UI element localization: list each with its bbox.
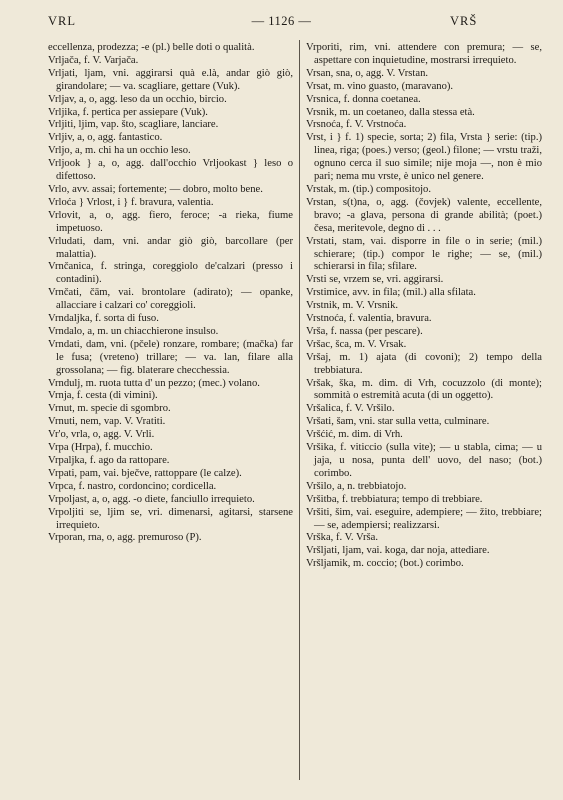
running-head-left: VRL <box>48 14 76 28</box>
dictionary-entry: Vrljača, f. V. Varjača. <box>48 54 139 66</box>
left-column <box>48 42 293 545</box>
dictionary-entry: Vrljiti, ljim, vap. što, scagliare, lanciare. <box>48 119 219 131</box>
running-head-right: VRŠ <box>450 14 478 28</box>
dictionary-entry: Vrstnik, m. V. Vrsnik. <box>306 300 399 312</box>
dictionary-entry: Vr'o, vrla, o, agg. V. Vrli. <box>48 429 155 441</box>
dictionary-entry: Vrsnoća, f. V. Vrstnoća. <box>306 119 407 131</box>
dictionary-entry: Vrnčanica, f. stringa, coreggiolo de'calzari (presso i contadini). <box>48 261 293 286</box>
dictionary-entry: eccellenza, prodezza; -e (pl.) belle doti o qualità. <box>48 42 255 53</box>
dictionary-entry: Vrlovit, a, o, agg. fiero, feroce; -a rieka, fiume impetuoso. <box>48 209 293 234</box>
dictionary-entry: Vrnja, f. cesta (di vimini). <box>48 390 158 402</box>
column-divider <box>299 40 300 780</box>
dictionary-entry: Vrludati, dam, vni. andar giò giò, barcollare (per malattia). <box>48 235 293 260</box>
dictionary-entry: Vrndati, dam, vni. (pčele) ronzare, rombare; (mačka) far le fusa; (vreteno) trillare; — va. lan, filare alla grossolana; — fig. blaterare checchessia. <box>48 338 293 376</box>
dictionary-entry: Vrnut, m. specie di sgombro. <box>48 403 171 415</box>
dictionary-entry: Vrpoljiti se, ljim se, vri. dimenarsi, agitarsi, starsene irrequieto. <box>48 506 293 531</box>
dictionary-entry: Vrljiv, a, o, agg. fantastico. <box>48 132 163 144</box>
dictionary-entry: Vršljati, ljam, vai. koga, dar noja, attediare. <box>306 545 490 557</box>
dictionary-entry: Vršćić, m. dim. di Vrh. <box>306 429 403 441</box>
dictionary-entry: Vršak, ška, m. dim. di Vrh, cocuzzolo (di monte); sommità o estremità acuta (di un oggetto). <box>306 377 542 402</box>
right-column <box>306 42 542 571</box>
dictionary-entry: Vrstati, stam, vai. disporre in file o in serie; (mil.) schierare; (tip.) compor le righe; — se, (mil.) schierarsi in fila; sfilare. <box>306 235 542 273</box>
dictionary-entry: Vrndulj, m. ruota tutta d' un pezzo; (mec.) volano. <box>48 377 260 389</box>
dictionary-entry: Vrljika, f. pertica per assiepare (Vuk). <box>48 106 208 118</box>
dictionary-entry: Vrst, i } f. 1) specie, sorta; 2) fila, Vrsta } serie: (tip.) linea, riga; (poes.) verso; (geol.) filone; — vrstu traži, ognuno cerca il suo simile; nije moja —, non è mio pari; nema mu vrste, è unico nel genere. <box>306 132 542 183</box>
dictionary-entry: Vrsnik, m. un coetaneo, dalla stessa età. <box>306 106 475 118</box>
dictionary-entry: Vrloća } Vrlost, i } f. bravura, valentia. <box>48 196 214 208</box>
dictionary-entry: Vrpaljka, f. ago da rattopare. <box>48 455 170 466</box>
dictionary-entry: Vrstak, m. (tip.) compositojo. <box>306 183 432 195</box>
dictionary-entry: Vrporan, rna, o, agg. premuroso (P). <box>48 532 202 544</box>
dictionary-entry: Vrljo, a, m. chi ha un occhio leso. <box>48 145 191 157</box>
dictionary-entry: Vrljati, ljam, vni. aggirarsi quà e.là, andar giò giò, girandolare; — va. scagliare, gettare (Vuk). <box>48 67 293 92</box>
dictionary-entry: Vrndaljka, f. sorta di fuso. <box>48 313 159 325</box>
dictionary-entry: Vršati, šam, vni. star sulla vetta, culminare. <box>306 416 490 428</box>
dictionary-entry: Vršiti, šim, vai. eseguire, adempiere; — žito, trebbiare; — se, adempiersi; realizzarsi. <box>306 506 542 531</box>
dictionary-entry: Vrpoljast, a, o, agg. -o diete, fanciullo irrequieto. <box>48 493 255 505</box>
dictionary-entry: Vršalica, f. V. Vršilo. <box>306 403 395 415</box>
dictionary-entry: Vrstnoća, f. valentia, bravura. <box>306 313 432 325</box>
dictionary-entry: Vrporiti, rim, vni. attendere con premura; — se, aspettare con inquietudine, mostrarsi irrequieto. <box>306 42 542 66</box>
dictionary-entry: Vrstan, s(t)na, o, agg. (čovjek) valente, eccellente, bravo; -a glava, persona di grande abilità; (poet.) česa, meritevole, degno di . . . <box>306 196 542 234</box>
dictionary-entry: Vrpati, pam, vai. bječve, rattoppare (le calze). <box>48 467 242 479</box>
dictionary-entry: Vršika, f. viticcio (sulla vite); — u stabla, cima; — u jaja, u nosa, punta dell' uovo, del naso; (bot.) corimbo. <box>306 442 542 479</box>
dictionary-entry: Vrnuti, nem, vap. V. Vratiti. <box>48 416 166 428</box>
dictionary-entry: Vrpa (Hrpa), f. mucchio. <box>48 442 153 454</box>
dictionary-entry: Vrša, f. nassa (per pescare). <box>306 325 423 337</box>
dictionary-entry: Vršac, šca, m. V. Vrsak. <box>306 338 407 350</box>
page-number: — 1126 — <box>251 14 312 28</box>
dictionary-entry: Vrsnica, f. donna coetanea. <box>306 93 421 105</box>
dictionary-entry: Vršaj, m. 1) ajata (di covoni); 2) tempo della trebbiatura. <box>306 351 542 376</box>
dictionary-entry: Vršilo, a, n. trebbiatojo. <box>306 480 407 492</box>
dictionary-entry: Vrljook } a, o, agg. dall'occhio Vrljookast } leso o difettoso. <box>48 158 293 183</box>
dictionary-entry: Vrnčati, čām, vai. brontolare (adirato); — opanke, allacciare i calzari co' coreggioli. <box>48 287 293 312</box>
dictionary-entry: Vrpca, f. nastro, cordoncino; cordicella. <box>48 480 217 492</box>
dictionary-entry: Vrsat, m. vino guasto, (maravano). <box>306 80 454 92</box>
dictionary-entry: Vrška, f. V. Vrša. <box>306 532 378 544</box>
dictionary-entry: Vršljamik, m. coccio; (bot.) corimbo. <box>306 558 464 570</box>
dictionary-entry: Vrndalo, a, m. un chiacchierone insulso. <box>48 325 219 337</box>
dictionary-entry: Vrsti se, vrzem se, vri. aggirarsi. <box>306 274 444 286</box>
dictionary-entry: Vršitba, f. trebbiatura; tempo di trebbiare. <box>306 493 483 505</box>
dictionary-entry: Vrsan, sna, o, agg. V. Vrstan. <box>306 67 429 79</box>
dictionary-entry: Vrstimice, avv. in fila; (mil.) alla sfilata. <box>306 287 476 299</box>
dictionary-entry: Vrljav, a, o, agg. leso da un occhio, bircio. <box>48 93 227 105</box>
dictionary-entry: Vrlo, avv. assai; fortemente; — dobro, molto bene. <box>48 183 263 195</box>
